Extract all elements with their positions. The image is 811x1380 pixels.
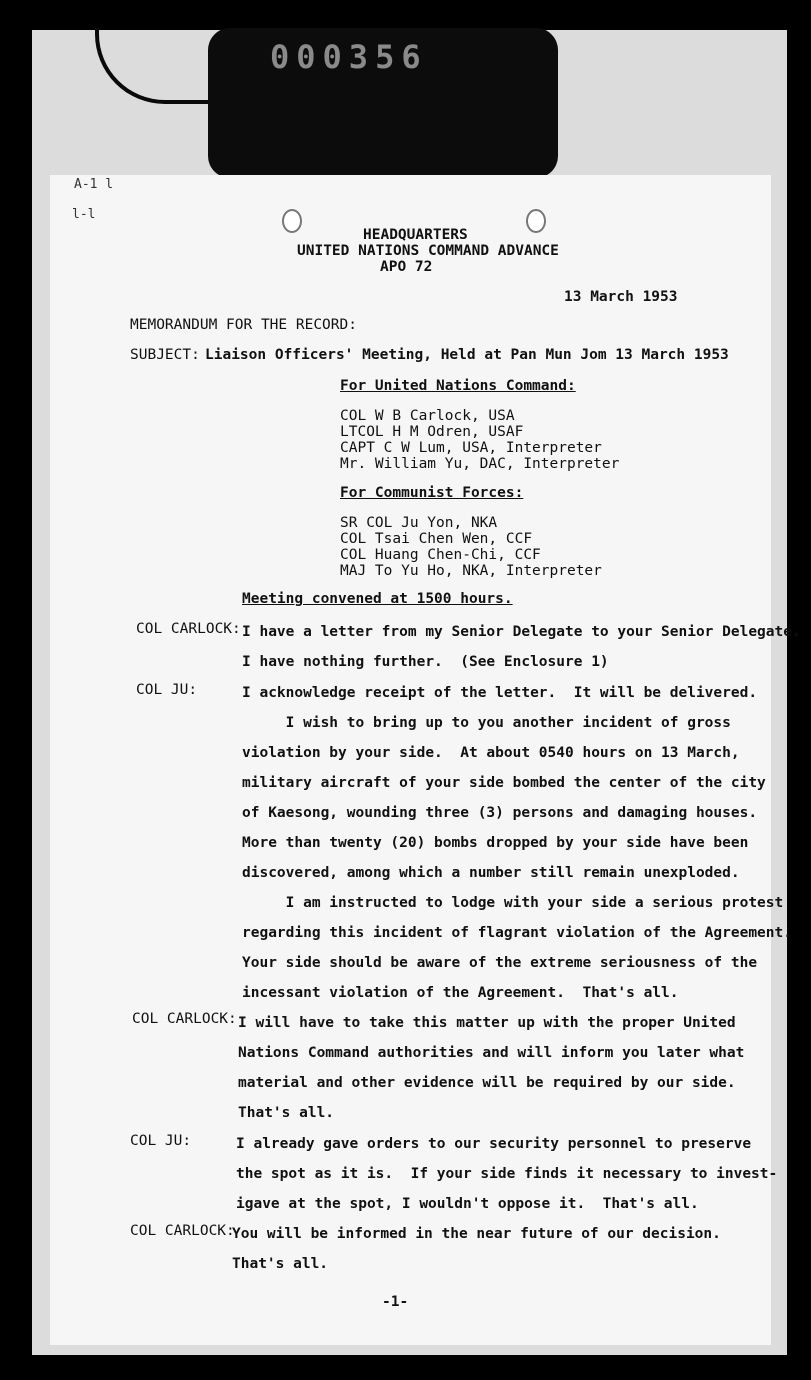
subject-label: SUBJECT:: [130, 347, 200, 363]
communist-member: COL Tsai Chen Wen, CCF: [340, 531, 533, 547]
statement-line: of Kaesong, wounding three (3) persons and damaging houses.: [242, 805, 758, 821]
handwritten-mark-1: A-1 l: [74, 177, 114, 192]
communist-forces-heading: For Communist Forces:: [340, 485, 524, 501]
statement-line: Your side should be aware of the extreme seriousness of the: [242, 955, 758, 971]
un-member: COL W B Carlock, USA: [340, 408, 515, 424]
statement-line: I wish to bring up to you another incident of gross: [242, 715, 731, 731]
statement-line: military aircraft of your side bombed the center of the city: [242, 775, 766, 791]
frame-counter-digits: 000356: [270, 38, 428, 76]
statement-line: I have nothing further. (See Enclosure 1): [242, 654, 609, 670]
statement-line: I am instructed to lodge with your side a serious protest: [242, 895, 784, 911]
communist-member: COL Huang Chen-Chi, CCF: [340, 547, 541, 563]
statement-line: the spot as it is. If your side finds it necessary to invest-: [236, 1166, 778, 1182]
statement-line: igave at the spot, I wouldn't oppose it. That's all.: [236, 1196, 699, 1212]
communist-member: SR COL Ju Yon, NKA: [340, 515, 498, 531]
un-member: LTCOL H M Odren, USAF: [340, 424, 524, 440]
statement-line: material and other evidence will be required by our side.: [238, 1075, 736, 1091]
punch-hole-left: [282, 209, 302, 233]
memo-date: 13 March 1953: [564, 289, 678, 305]
frame-counter-device: [208, 28, 558, 178]
statement-line: I acknowledge receipt of the letter. It will be delivered.: [242, 685, 758, 701]
statement-line: violation by your side. At about 0540 hours on 13 March,: [242, 745, 740, 761]
header-line-1: HEADQUARTERS: [363, 227, 468, 243]
speaker-label: COL CARLOCK:: [132, 1011, 237, 1027]
speaker-label: COL CARLOCK:: [130, 1223, 235, 1239]
statement-line: discovered, among which a number still remain unexploded.: [242, 865, 740, 881]
statement-line: That's all.: [238, 1105, 335, 1121]
punch-hole-right: [526, 209, 546, 233]
page-number: -1-: [382, 1294, 409, 1310]
statement-line: I will have to take this matter up with the proper United: [238, 1015, 736, 1031]
un-member: Mr. William Yu, DAC, Interpreter: [340, 456, 620, 472]
handwritten-mark-2: l-l: [72, 207, 96, 222]
statement-line: incessant violation of the Agreement. That's all.: [242, 985, 679, 1001]
statement-line: I have a letter from my Senior Delegate to your Senior Delegate.: [242, 624, 801, 640]
subject-text: Liaison Officers' Meeting, Held at Pan Mun Jom 13 March 1953: [205, 347, 729, 363]
un-command-heading: For United Nations Command:: [340, 378, 576, 394]
header-line-3: APO 72: [380, 259, 433, 275]
header-line-2: UNITED NATIONS COMMAND ADVANCE: [297, 243, 559, 259]
speaker-label: COL JU:: [130, 1133, 192, 1149]
memorandum-page: [50, 175, 801, 1345]
statement-line: More than twenty (20) bombs dropped by your side have been: [242, 835, 749, 851]
statement-line: regarding this incident of flagrant violation of the Agreement.: [242, 925, 792, 941]
memo-title: MEMORANDUM FOR THE RECORD:: [130, 317, 357, 333]
communist-member: MAJ To Yu Ho, NKA, Interpreter: [340, 563, 602, 579]
speaker-label: COL CARLOCK:: [136, 621, 241, 637]
un-member: CAPT C W Lum, USA, Interpreter: [340, 440, 602, 456]
meeting-convened: Meeting convened at 1500 hours.: [242, 591, 513, 607]
statement-line: That's all.: [232, 1256, 329, 1272]
speaker-label: COL JU:: [136, 682, 198, 698]
statement-line: You will be informed in the near future of our decision.: [232, 1226, 721, 1242]
statement-line: Nations Command authorities and will inform you later what: [238, 1045, 745, 1061]
statement-line: I already gave orders to our security personnel to preserve: [236, 1136, 752, 1152]
